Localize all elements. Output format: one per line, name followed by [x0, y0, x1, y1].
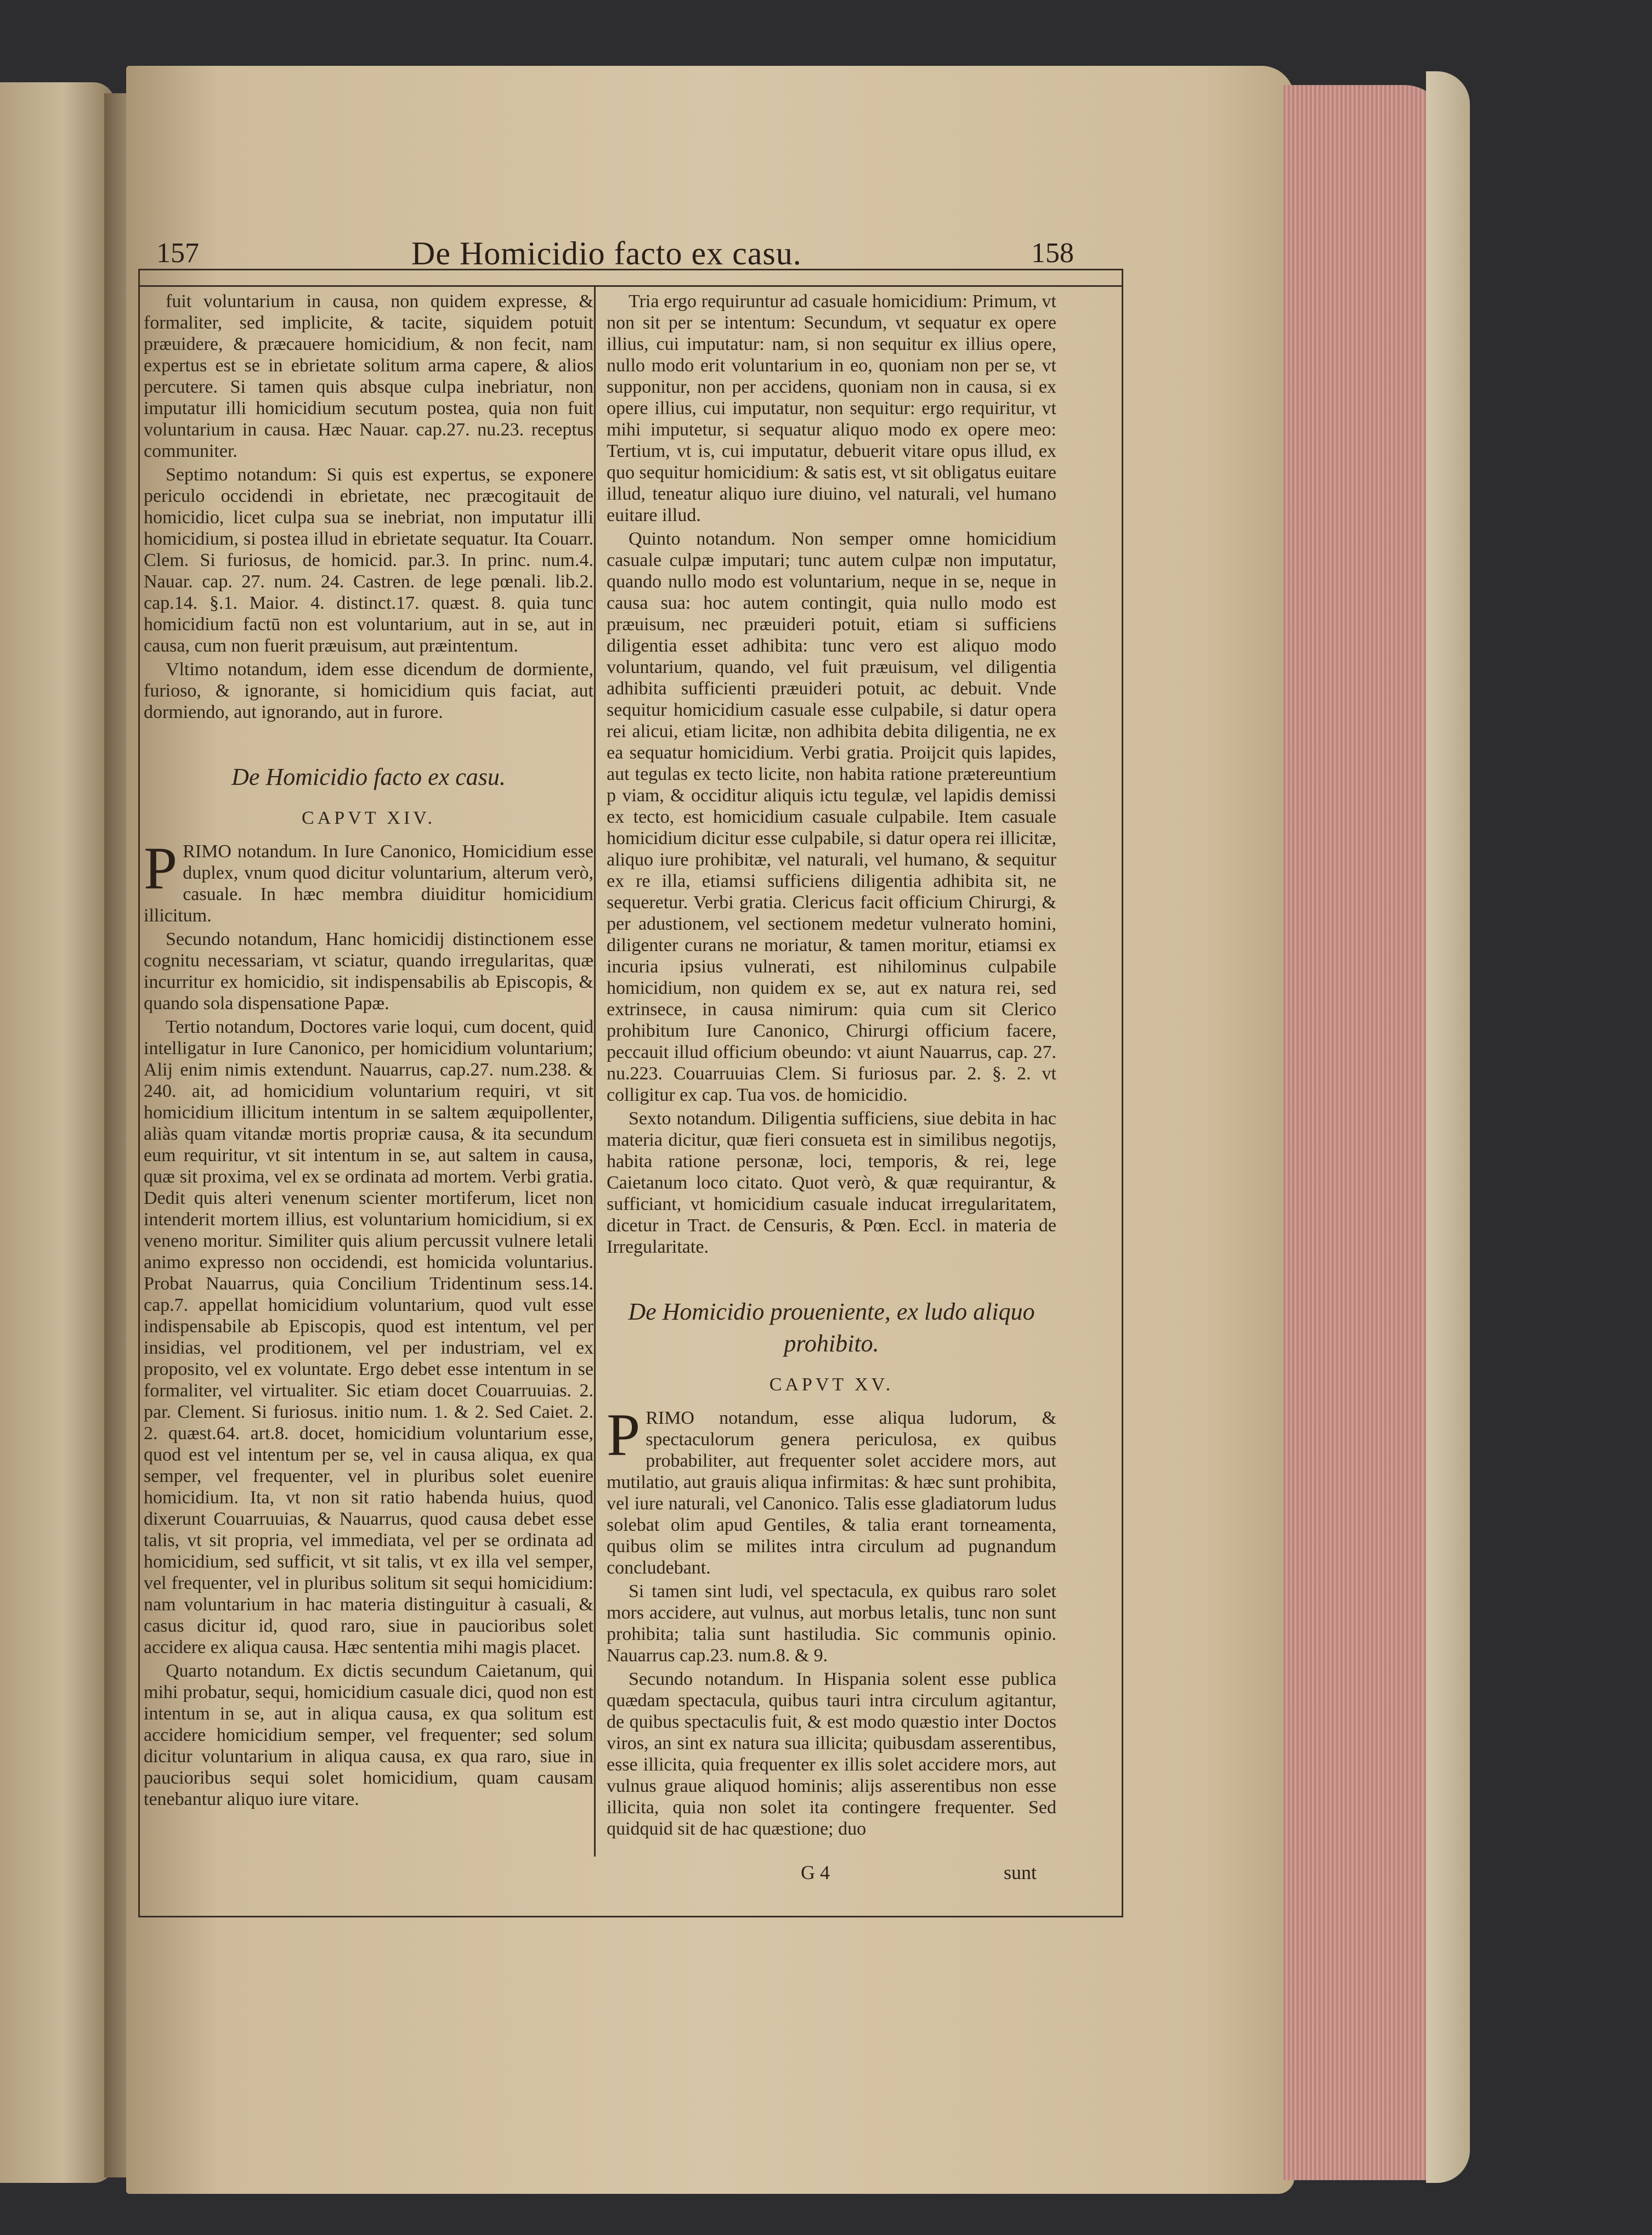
section-heading-xiv: De Homicidio facto ex casu.	[231, 763, 506, 790]
paragraph: Quinto notandum. Non semper omne homicidium casuale culpæ imputari; tunc autem culpæ non imputatur, quando nullo modo est voluntarium, neque in se, neque in causa sua: hoc autem contingit, quia nullo modo est præuisum, nec præuideri potuit, etiam si sufficiens diligentia esset adhibita: tunc vero est aliquo modo voluntarium, quando, vel fuit præuisum, vel diligentia adhibita sufficienti præuideri potuit, ac debuit. Vnde sequitur homicidium casuale esse culpabile, si datur opera rei alicui, etiam licitæ, non adhibita debita diligentia, ne ex ea sequatur homicidium. Verbi gratia. Proijcit quis lapides, aut tegulas ex tecto licite, non habita ratione prætereuntium p viam, & occiditur aliquis ictu tegulæ, vel lapidis demissi ex tecto, est homicidium casuale culpabile. Item casuale homicidium dicitur esse culpabile, si datur opera rei illicitæ, aliquo iure prohibitæ, vel naturali, vel humano, & sequitur ex re illa, etiamsi sufficiens diligentia adhibita sit, ne sequeretur. Verbi gratia. Clericus facit officium Chirurgi, & per adustionem, vel sectionem medetur vulnerato homini, diligenter curans ne moriatur, & tamen moritur, etiamsi ex incuria ipsius vulnerati, est nihilominus culpabile homicidium, non quidem ex se, aut ex natura rei, sed extrinsece, in causa nimirum: quia cum sit Clerico prohibitum Iure Canonico, Chirurgi officium facere, peccauit illud officium obeundo: vt aiunt Nauarrus, cap. 27. nu.223. Couarruuias Clem. Si furiosus par. 2. §. 2. vt colligitur ex cap. Tua vos. de homicidio.	[607, 529, 1056, 1105]
drop-cap: P	[144, 835, 178, 902]
catchword: sunt	[1004, 1861, 1037, 1883]
paragraph: Tria ergo requiruntur ad casuale homicidium: Primum, vt non sit per se intentum: Secundum, vt sequatur ex opere illius, cui imputatur: nam, si non sequitur ex illius opere, nullo modo erit voluntarium in eo, quoniam non per se, vt supponitur, non per accidens, quoniam non in causa, si ex opere illius, cui imputatur, non sequitur: ergo requiritur, vt mihi imputetur, si sequatur aliquo modo ex opere meo: Tertium, vt is, cui imputatur, debuerit vitare opus illud, ex quo sequitur homicidium: & satis est, vt sit obligatus euitare illud, teneatur aliquo iure diuino, vel naturali, vel humano euitare illud.	[607, 291, 1056, 525]
paragraph: Vltimo notandum, idem esse dicendum de dormiente, furioso, & ignorante, si homicidium quis faciat, aut dormiendo, aut ignorando, aut in furore.	[144, 659, 593, 722]
chapter-label-xv: CAPVT XV.	[769, 1374, 894, 1395]
column-rule	[594, 285, 596, 1857]
chapter-label-xiv: CAPVT XIV.	[302, 808, 435, 828]
first-paragraph-xiv	[144, 835, 593, 926]
first-paragraph-text: RIMO notandum, esse aliqua ludorum, & spectaculorum genera periculosa, ex quibus probabiliter, aut frequenter solet accidere mors, aut mutilatio, aut grauis aliqua infirmitas: & hæc sunt prohibita, vel iure naturali, vel Canonico. Talis esse gladiatorum ludus solebat olim apud Gentiles, & talia erant torneamenta, quibus olim se milites intra circulum ad pugnandum concludebant.	[607, 1408, 1056, 1578]
header-rule	[138, 285, 1123, 287]
page-number-right: 158	[1031, 237, 1074, 269]
paragraph: Secundo notandum. In Hispania solent esse publica quædam spectacula, quibus tauri intra circulum agitantur, de quibus spectaculis fuit, & est modo quæstio inter Doctos viros, an sint ex natura sua illicita; quibusdam asserentibus, esse illicita, quia frequenter ex illis solet accidere mors, aut vulnus graue aliquod hominis; alijs asserentibus non esse illicita, quia non solet ita contingere frequenter. Sed quidquid sit de hac quæstione; duo	[607, 1669, 1056, 1839]
paragraph: Sexto notandum. Diligentia sufficiens, siue debita in hac materia dicitur, quæ fieri consueta est in similibus negotijs, habita ratione personæ, loci, temporis, & rei, lege Caietanum loco citato. Quot verò, & quæ requirantur, & sufficiant, vt homicidium casuale inducat irregularitatem, dicetur in Tract. de Censuris, & Pœn. Eccl. in materia de Irregularitate.	[607, 1108, 1056, 1257]
drop-cap: P	[607, 1401, 641, 1468]
section-heading-xv: De Homicidio proueniente, ex ludo aliquo prohibito.	[628, 1298, 1035, 1357]
book-cover-edge	[1426, 71, 1470, 2183]
right-column	[607, 291, 1056, 1842]
paragraph: Quarto notandum. Ex dictis secundum Caietanum, qui mihi probatur, sequi, homicidium casuale dici, quod non est intentum in se, aut in aliqua causa, ex qua solitum est accidere homicidium semper, vel frequenter; sed solum dicitur voluntarium in aliqua causa, ex qua raro, siue in paucioribus sequi solet homicidium, quam causam tenebantur aliquo iure vitare.	[144, 1661, 593, 1809]
signature-mark: G 4	[801, 1861, 830, 1883]
left-column	[144, 291, 593, 1812]
paragraph: Septimo notandum: Si quis est expertus, se exponere periculo occidendi in ebrietate, nec præcogitauit de homicidio, licet culpa sua se inebriat, non imputatur illi homicidium, si postea illud in ebrietate sequatur. Ita Couarr. Clem. Si furiosus, de homicid. par.3. In princ. num.4. Nauar. cap. 27. num. 24. Castren. de lege pœnali. lib.2. cap.14. §.1. Maior. 4. distinct.17. quæst. 8. quia tunc homicidium factū non est voluntarium, aut in se, aut in causa, cum non fuerit præuisum, aut præintentum.	[144, 465, 593, 656]
page-block-edge	[1283, 85, 1448, 2180]
paragraph: Tertio notandum, Doctores varie loqui, cum docent, quid intelligatur in Iure Canonico, per homicidium voluntarium; Alij enim nimis extendunt. Nauarrus, cap.27. num.238. & 240. ait, ad homicidium voluntarium requiri, vt sit homicidium illicitum intentum in se saltem æquipollenter, aliàs quam vitandæ mortis propriæ causa, & ita secundum eum requiritur, vt sit intentum in se, aut saltem in causa, quæ sit proxima, vel ex se ordinata ad mortem. Verbi gratia. Dedit quis alteri venenum scienter mortiferum, licet non intenderit mortem illius, est voluntarium homicidium, si ex veneno moritur. Similiter quis alium percussit vulnere letali animo expresso non occidendi, est homicida voluntarius. Probat Nauarrus, quia Concilium Tridentinum sess.14. cap.7. appellat homicidium voluntarium, quod vult esse indispensabile ab Episcopis, quod est intentum, vel per insidias, vel proditionem, vel per industriam, vel ex proposito, vel ex voluntate. Ergo debet esse intentum in se formaliter, vel virtualiter. Sic etiam docet Couarruuias. 2. par. Clement. Si furiosus. initio num. 1. & 2. Sed Caiet. 2. 2. quæst.64. art.8. docet, homicidium voluntarium esse, quod est vel intentum per se, vel in causa aliqua, ex qua semper, vel frequenter, vel in pluribus solet euenire homicidium. Ita, vt non sit ratio habenda huius, quod dixerunt Couarruuias, & Nauarrus, quod causa debet esse talis, vt sit propria, vel immediata, vel per se ordinata ad homicidium, sed sufficit, vt sit talis, vt ex illa vel semper, vel frequenter, vel in pluribus solitum sit sequi homicidium: nam voluntarium in hac materia distinguitur à casuali, & casus dicitur id, quod raro, siue in paucioribus solet accidere ex aliqua causa. Hæc sententia mihi magis placet.	[144, 1017, 593, 1657]
paragraph: fuit voluntarium in causa, non quidem expresse, & formaliter, sed implicite, & tacite, siquidem potuit præuidere, & præcauere homicidium, & non fecit, nam expertus est se in ebrietate solitum arma capere, & alios percutere. Si tamen quis absque culpa inebriatur, non imputatur illi homicidium secutum postea, quia non fuit voluntarium in causa. Hæc Nauar. cap.27. nu.23. receptus communiter.	[144, 291, 593, 461]
first-paragraph-text: RIMO notandum. In Iure Canonico, Homicidium esse duplex, vnum quod dicitur voluntarium, alterum verò, casuale. In hæc membra diuiditur homicidium illicitum.	[144, 841, 593, 926]
page-number-left: 157	[156, 237, 199, 269]
left-page-edge	[0, 82, 115, 2183]
running-title: De Homicidio facto ex casu.	[411, 235, 802, 271]
paragraph: Si tamen sint ludi, vel spectacula, ex quibus raro solet mors accidere, aut vulnus, aut morbus letalis, tunc non sunt prohibita; talia sunt hastiludia. Sic communis opinio. Nauarrus cap.23. num.8. & 9.	[607, 1581, 1056, 1666]
paragraph: Secundo notandum, Hanc homicidij distinctionem esse cognitu necessariam, vt sciatur, quando irregularitas, quæ incurritur ex homicidio, sit indispensabilis ab Episcopis, & quando sola dispensatione Papæ.	[144, 929, 593, 1014]
first-paragraph-xv	[607, 1401, 1056, 1578]
